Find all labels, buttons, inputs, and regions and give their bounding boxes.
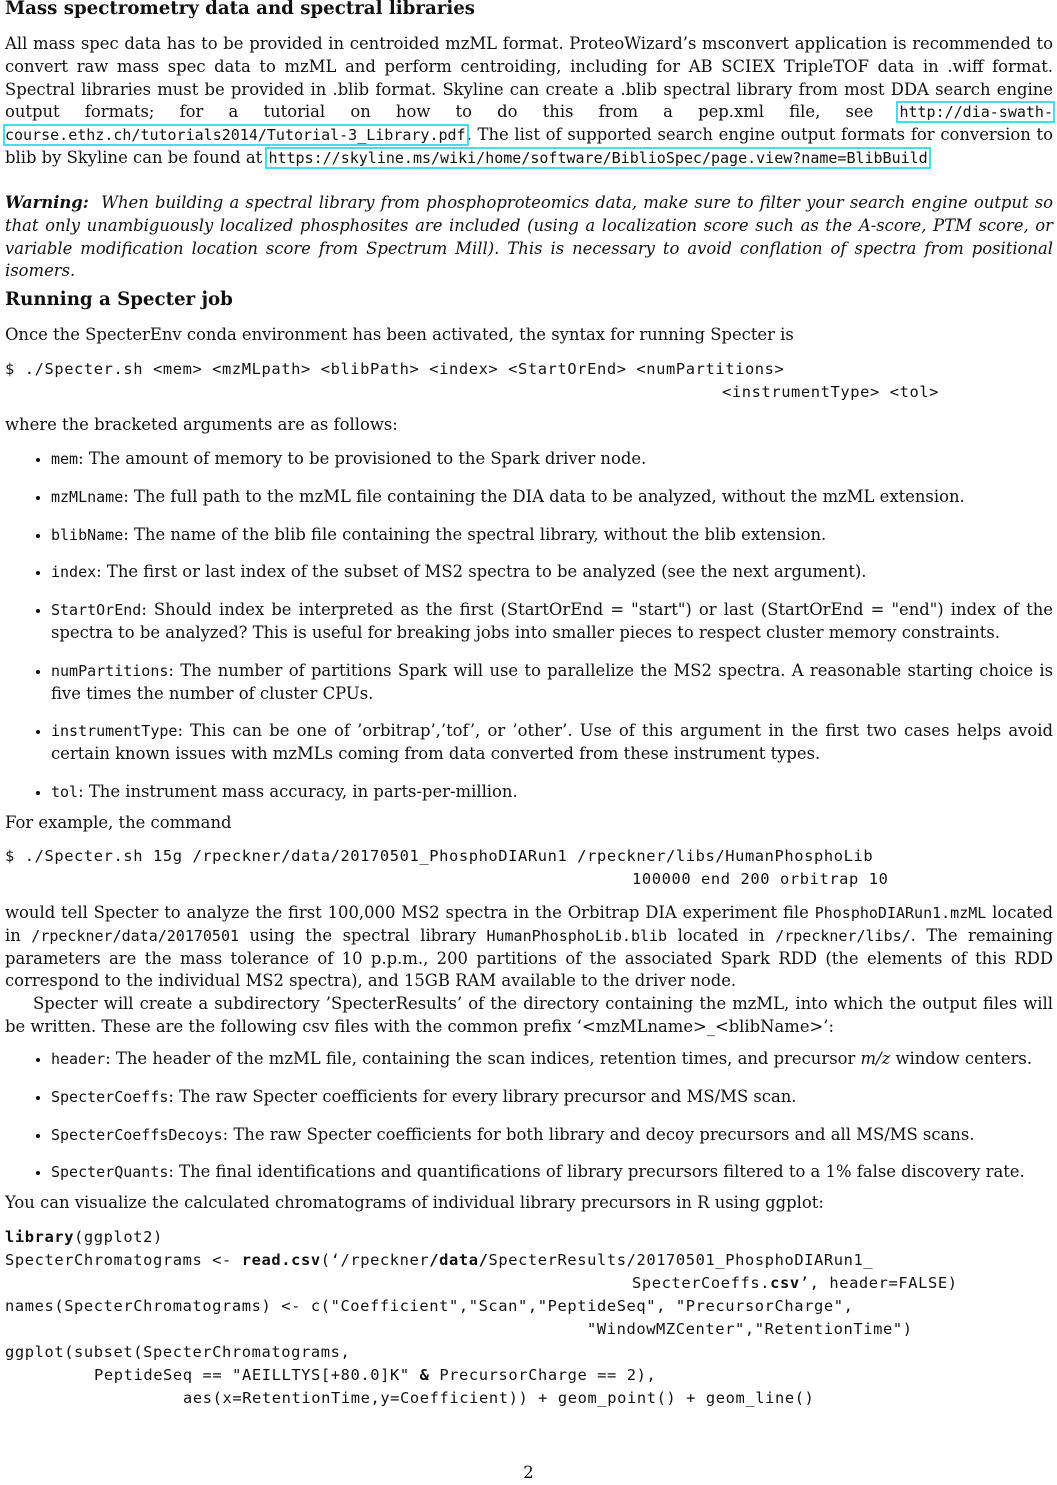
list-item: • blibName: The name of the blib file containing the spectral library, without the blib extension. [51,524,1053,547]
list-item: • mzMLname: The full path to the mzML file containing the DIA data to be analyzed, without the mzML extension. [51,486,1053,509]
section-running [5,288,1053,312]
args-intro: where the bracketed arguments are as follows: [5,415,398,434]
section-heading: Running a Specter job [5,289,233,310]
list-item: • SpecterCoeffsDecoys: The raw Specter coefficients for both library and decoy precursors and all MS/MS scans. [51,1124,1053,1147]
warning-label: Warning: [5,193,89,212]
section-heading: Mass spectrometry data and spectral libraries [5,0,476,19]
warning-text: When building a spectral library from phosphoproteomics data, make sure to filter your search engine output so that only unambiguously localized phosphosites are included (using a localization score such as the A-score, PTM score, or variable modification location score from Spectrum Mill). This is necessary to avoid conflation of spectra from positional isomers. [5,193,1053,281]
list-item: • header: The header of the mzML file, containing the scan indices, retention times, and precursor m/z window centers. [51,1048,1053,1071]
r-code-block: library(ggplot2) SpecterChromatograms <- read.csv(‘/rpeckner/data/SpecterResults/20170501_PhosphoDIARun1_ SpecterCoeffs.csv’, header=FALSE) names(SpecterChromatograms) <- c("Coefficient","Scan","PeptideSeq", "PrecursorCharge", "WindowMZCenter","RetentionTime") ggplot(subset(SpecterChromatograms, PeptideSeq == "AEILLTYS[+80.0]K" & PrecursorCharge == 2), aes(x=RetentionTime,y=Coefficient)) + geom_point() + geom_line() [5,1228,958,1407]
syntax-intro: Once the SpecterEnv conda environment has been activated, the syntax for running Specter is [5,325,794,344]
list-item: • tol: The instrument mass accuracy, in parts-per-million. [51,781,1053,804]
list-item: • numPartitions: The number of partitions Spark will use to parallelize the MS2 spectra. A reasonable starting choice is five times the number of cluster CPUs. [51,660,1053,706]
list-item: • mem: The amount of memory to be provisioned to the Spark driver node. [51,448,1053,471]
example-intro: For example, the command [5,813,232,832]
paragraph-text: All mass spec data has to be provided in centroided mzML format. ProteoWizard’s msconvert application is recommended to convert raw mass spec data to mzML and perform centroiding, including for AB SCIEX TripleTOF data in .wiff format. Spectral libraries must be provided in .blib format. Skyline can create a .blib spectral library from most DDA search engine output formats; for a tutorial on how to do this from a pep.xml file, see [5,34,1053,122]
page-number: 2 [523,1463,534,1482]
warning-paragraph [5,192,1053,283]
outputs-list [5,1048,1053,1199]
r-intro: You can visualize the calculated chromatograms of individual library precursors in R using ggplot: [5,1193,824,1212]
paragraph-mzml [5,33,1053,170]
list-item: • StartOrEnd: Should index be interpreted as the first (StartOrEnd = "start") or last (StartOrEnd = "end") index of the spectra to be analyzed? This is useful for breaking jobs into smaller pieces to respect cluster memory constraints. [51,599,1053,645]
list-item: • SpecterQuants: The final identifications and quantifications of library precursors filtered to a 1% false discovery rate. [51,1161,1053,1184]
example-command: $ ./Specter.sh 15g /rpeckner/data/20170501_PhosphoDIARun1 /rpeckner/libs/HumanPhosphoLib 100000 end 200 orbitrap 10 [5,847,889,888]
list-item: • index: The first or last index of the subset of MS2 spectra to be analyzed (see the next argument). [51,561,1053,584]
section-mass-spec [5,0,1053,21]
list-item: • SpecterCoeffs: The raw Specter coefficients for every library precursor and MS/MS scan. [51,1086,1053,1109]
example-explanation: would tell Specter to analyze the first 100,000 MS2 spectra in the Orbitrap DIA experiment file PhosphoDIARun1.mzML located in /rpeckner/data/20170501 using the spectral library HumanPhosphoLib.blib located in /rpeckner/libs/. The remaining parameters are the mass tolerance of 10 p.p.m., 200 partitions of the associated Spark RDD (the elements of this RDD correspond to the individual MS2 spectra), and 15GB RAM available to the driver node. Specter will create a subdirectory ’SpecterResults’ of the directory containing the mzML, into which the output files will be written. These are the following csv files with the common prefix ‘<mzMLname>_<blibName>’: [5,902,1053,1039]
blibbuild-link[interactable]: https://skyline.ms/wiki/home/software/BiblioSpec/page.view?name=BlibBuild [268,148,928,167]
tutorial-link[interactable]: http://dia-swath-course.ethz.ch/tutorials2014/Tutorial-3_Library.pdf [5,103,1053,145]
syntax-command: $ ./Specter.sh <mem> <mzMLpath> <blibPath> <index> <StartOrEnd> <numPartitions> <instrumentType> <tol> [5,360,940,401]
args-list [5,448,1053,819]
paragraph-text: . The list of supported search engine output formats for conversion to blib by Skyline can be found at [5,125,1053,167]
list-item: • instrumentType: This can be one of ’orbitrap’,’tof’, or ’other’. Use of this argument in the first two cases helps avoid certain known issues with mzMLs coming from data converted from these instrument types. [51,720,1053,766]
output-intro: Specter will create a subdirectory ’SpecterResults’ of the directory containing the mzML, into which the output files will be written. These are the following csv files with the common prefix ‘<mzMLname>_<blibName>’: [5,994,1053,1036]
